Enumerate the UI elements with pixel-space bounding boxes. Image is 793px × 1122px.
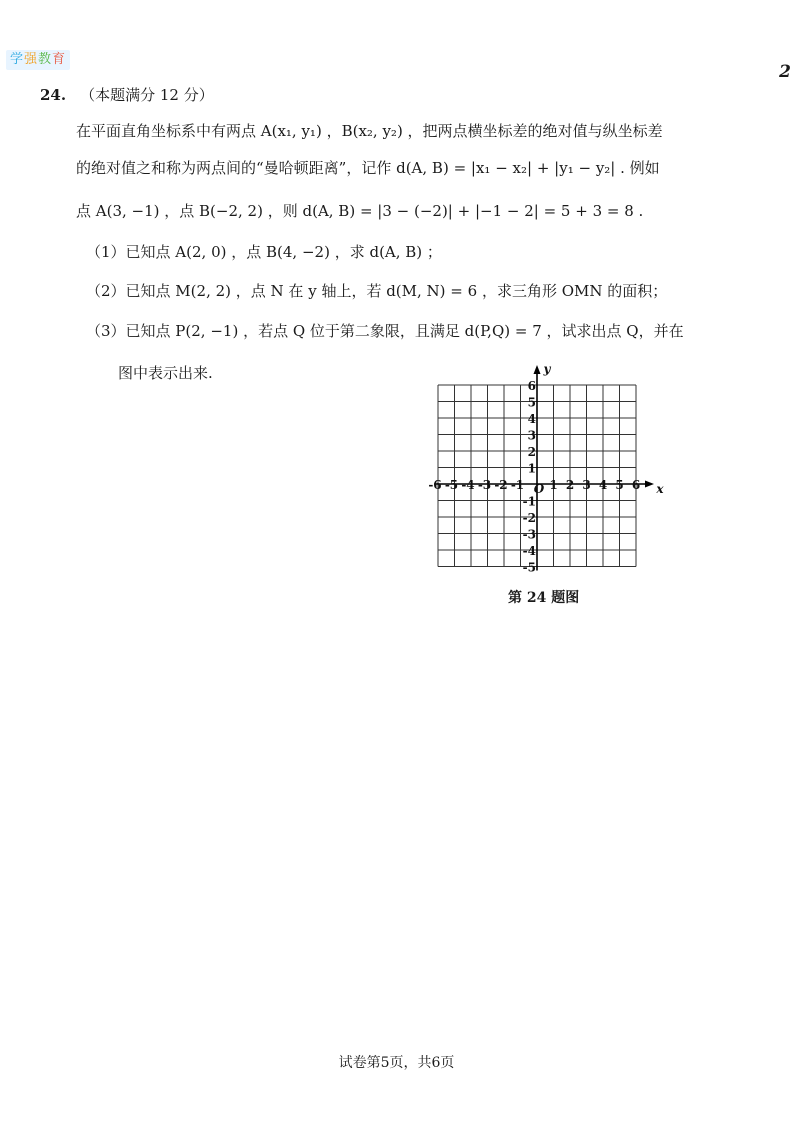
y-tick-label: 6 <box>527 379 536 393</box>
x-tick-label: -5 <box>444 478 459 492</box>
x-tick-label: 2 <box>565 478 575 492</box>
y-tick-label: 1 <box>527 461 536 476</box>
y-tick-label: -2 <box>522 511 536 525</box>
y-tick-label: -4 <box>522 544 536 558</box>
part-3-continuation: 图中表示出来. <box>118 364 213 382</box>
x-tick-label: 6 <box>631 478 641 492</box>
question-number: 24. <box>40 86 67 104</box>
figure-caption: 第 24 题图 <box>508 590 580 606</box>
x-tick-label: -1 <box>510 478 525 492</box>
intro-line-3: 点 A(3, −1) ，点 B(−2, 2) ，则 d(A, B) = |3 − (−2)| + |−1 − 2| = 5 + 3 = 8 . <box>76 202 644 220</box>
y-tick-label: 3 <box>527 428 536 443</box>
x-tick-label: 5 <box>615 478 624 492</box>
y-axis-label: y <box>543 362 551 376</box>
y-axis-arrow <box>534 365 541 374</box>
x-tick-label: 1 <box>549 478 558 492</box>
coordinate-grid <box>428 362 670 577</box>
x-tick-label: -6 <box>428 478 442 492</box>
part-2: （2）已知点 M(2, 2) ，点 N 在 y 轴上，若 d(M, N) = 6 ，求三角形 OMN 的面积； <box>86 282 668 300</box>
origin-label: O <box>533 482 545 496</box>
page-corner-number: 2 <box>779 62 791 82</box>
coordinate-grid-figure <box>428 362 670 577</box>
x-tick-label: 3 <box>582 478 591 492</box>
intro-line-2: 的绝对值之和称为两点间的“曼哈顿距离”，记作 d(A, B) = |x₁ − x₂| + |y₁ − y₂| . 例如 <box>76 159 660 177</box>
intro-line-1: 在平面直角坐标系中有两点 A(x₁, y₁) ，B(x₂, y₂) ，把两点横坐标差的绝对值与纵坐标差 <box>76 122 663 140</box>
part-3: （3）已知点 P(2, −1) ，若点 Q 位于第二象限，且满足 d(P,Q) = 7 ，试求出点 Q，并在 <box>86 322 684 340</box>
x-tick-label: 4 <box>598 478 608 492</box>
x-axis-arrow <box>645 481 654 488</box>
x-tick-label: -3 <box>477 478 492 492</box>
y-tick-label: 5 <box>527 395 536 410</box>
publisher-logo: 学强教育 <box>6 50 70 70</box>
y-tick-label: -3 <box>522 527 536 542</box>
x-tick-label: -4 <box>461 478 475 492</box>
y-tick-label: 4 <box>527 412 536 426</box>
question-heading <box>40 84 214 105</box>
y-tick-label: 2 <box>527 445 536 459</box>
part-1: （1）已知点 A(2, 0) ，点 B(4, −2) ，求 d(A, B) ； <box>86 243 442 261</box>
y-tick-label: -5 <box>522 560 536 575</box>
x-axis-label: x <box>656 482 664 496</box>
x-tick-label: -2 <box>494 478 508 492</box>
question-score-note: （本题满分 12 分） <box>80 86 214 104</box>
y-tick-label: -1 <box>522 494 536 509</box>
page-footer: 试卷第5页，共6页 <box>338 1055 455 1071</box>
